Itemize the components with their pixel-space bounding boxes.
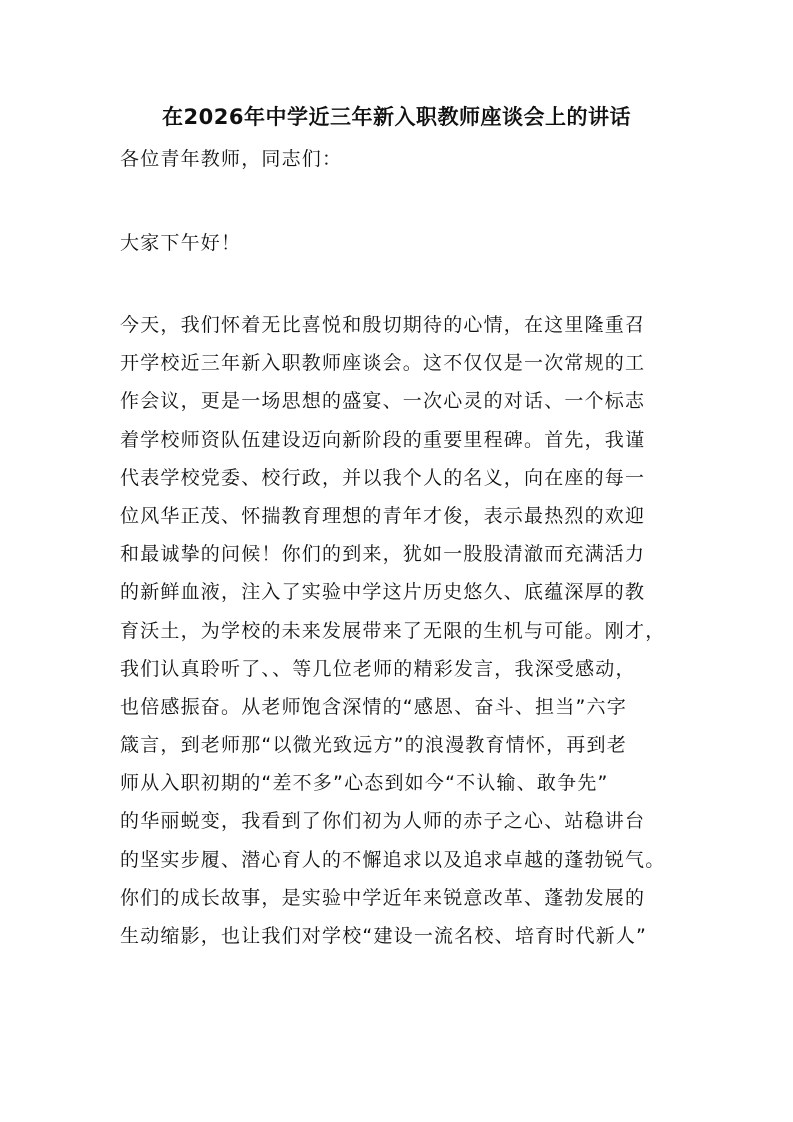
body-line: 着学校师资队伍建设迈向新阶段的重要里程碑。首先，我谨	[120, 428, 646, 451]
body-line: 的坚实步履、潜心育人的不懈追求以及追求卓越的蓬勃锐气。	[120, 848, 666, 871]
body-line: 作会议，更是一场思想的盛宴、一次心灵的对话、一个标志	[120, 390, 646, 413]
document-title: 在2026年中学近三年新入职教师座谈会上的讲话	[162, 105, 631, 129]
body-line: 开学校近三年新入职教师座谈会。这不仅仅是一次常规的工	[120, 352, 646, 375]
body-paragraph	[120, 310, 695, 959]
body-line: 你们的成长故事，是实验中学近年来锐意改革、蓬勃发展的	[120, 886, 646, 909]
body-line: 今天，我们怀着无比喜悦和殷切期待的心情，在这里隆重召	[120, 314, 646, 336]
body-line: 的新鲜血液，注入了实验中学这片历史悠久、底蕴深厚的教	[120, 581, 646, 604]
body-line: 也倍感振奋。从老师饱含深情的“感恩、奋斗、担当”六字	[120, 695, 627, 718]
body-line: 的华丽蜕变，我看到了你们初为人师的赤子之心、站稳讲台	[120, 810, 646, 833]
body-line: 代表学校党委、校行政，并以我个人的名义，向在座的每一	[120, 466, 646, 489]
greeting: 大家下午好！	[120, 232, 242, 254]
body-line: 我们认真聆听了、、等几位老师的精彩发言，我深受感动，	[120, 657, 636, 680]
body-line: 育沃土，为学校的未来发展带来了无限的生机与可能。刚才，	[120, 619, 666, 642]
salutation: 各位青年教师，同志们：	[120, 148, 343, 170]
body-line: 和最诚挚的问候！你们的到来，犹如一股股清澈而充满活力	[120, 543, 646, 566]
body-line: 位风华正茂、怀揣教育理想的青年才俊，表示最热烈的欢迎	[120, 504, 646, 527]
body-line: 生动缩影，也让我们对学校“建设一流名校、培育时代新人”	[120, 925, 648, 947]
body-line: 师从入职初期的“差不多”心态到如今“不认输、敢争先”	[120, 772, 609, 795]
body-line: 箴言，到老师那“以微光致远方”的浪漫教育情怀，再到老	[120, 734, 627, 757]
